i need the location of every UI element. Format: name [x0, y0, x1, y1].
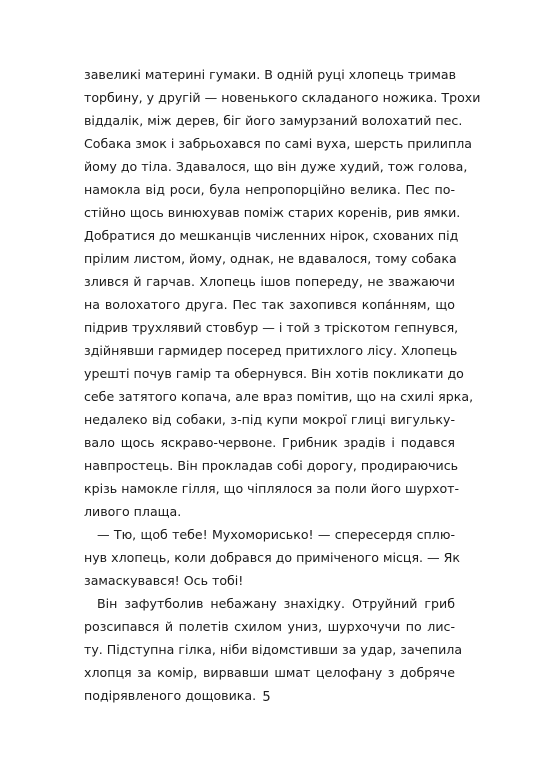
text-line: крізь намокле гілля, що чіплялося за поли його шурхот- — [84, 481, 460, 496]
text-line: себе затятого копача, але враз помітив, що на схилі ярка, — [84, 389, 474, 404]
text-line: нув хлопець, коли добрався до приміченого місця. — Як — [84, 550, 460, 565]
text-line: віддалік, між дерев, біг його замурзаний волохатий пес. — [84, 113, 463, 128]
text-line: завеликі материні гумаки. В одній руці хлопець тримав — [84, 67, 457, 82]
text-line: прілим листом, йому, однак, не вдавалося, тому собака — [84, 251, 457, 266]
text-line: Собака змок і забрьохався по самі вуха, шерсть прилипла — [84, 136, 472, 151]
text-line: ливого плаща. — [84, 504, 182, 519]
text-line: злився й гарчав. Хлопець ішов попереду, не зважаючи — [84, 274, 455, 289]
paragraph-1 — [84, 63, 481, 523]
text-line: торбину, у другій — новенького складаного ножика. Трохи — [84, 90, 481, 105]
text-line: підрив трухлявий стовбур — і той з тріскотом гепнувся, — [84, 320, 459, 335]
text-line: урешті почув гамір та обернувся. Він хотів покликати до — [84, 366, 464, 381]
text-line: Він зафутболив небажану знахідку. Отруйний гриб — [97, 596, 455, 611]
text-line: намокла від роси, була непропорційно велика. Пес по- — [84, 182, 455, 197]
text-line: хлопця за комір, вирвавши шмат целофану з добряче — [84, 665, 455, 680]
text-line: Добратися до мешканців численних нірок, схованих під — [84, 228, 459, 243]
text-line: недалеко від собаки, з-під купи мокрої глиці вигульку- — [84, 412, 455, 427]
text-line: здійнявши гармидер посеред притихлого лісу. Хлопець — [84, 343, 458, 358]
text-line: вало щось яскраво-червоне. Грибник зрадів і подався — [84, 435, 455, 450]
text-line: навпростець. Він прокладав собі дорогу, продираючись — [84, 458, 459, 473]
text-line: йому до тіла. Здавалося, що він дуже худий, тож голова, — [84, 159, 468, 174]
text-line: подірявленого дощовика. — [84, 688, 257, 703]
text-line: — Тю, щоб тебе! Мухоморисько! — спересердя сплю- — [97, 527, 455, 542]
text-line: ту. Підступна гілка, ніби відомстивши за удар, зачепила — [84, 642, 463, 657]
text-line: стійно щось винюхував поміж старих коренів, рив ямки. — [84, 205, 461, 220]
page-number: 5 — [262, 690, 271, 705]
body-text — [84, 63, 481, 707]
text-line: розсипався й полетів схилом униз, шурхочучи по лис- — [84, 619, 455, 634]
text-line: на волохатого друга. Пес так захопився копа́нням, що — [84, 297, 455, 312]
text-line: замаскувався! Ось тобі! — [84, 573, 244, 588]
paragraph-2 — [84, 523, 460, 592]
